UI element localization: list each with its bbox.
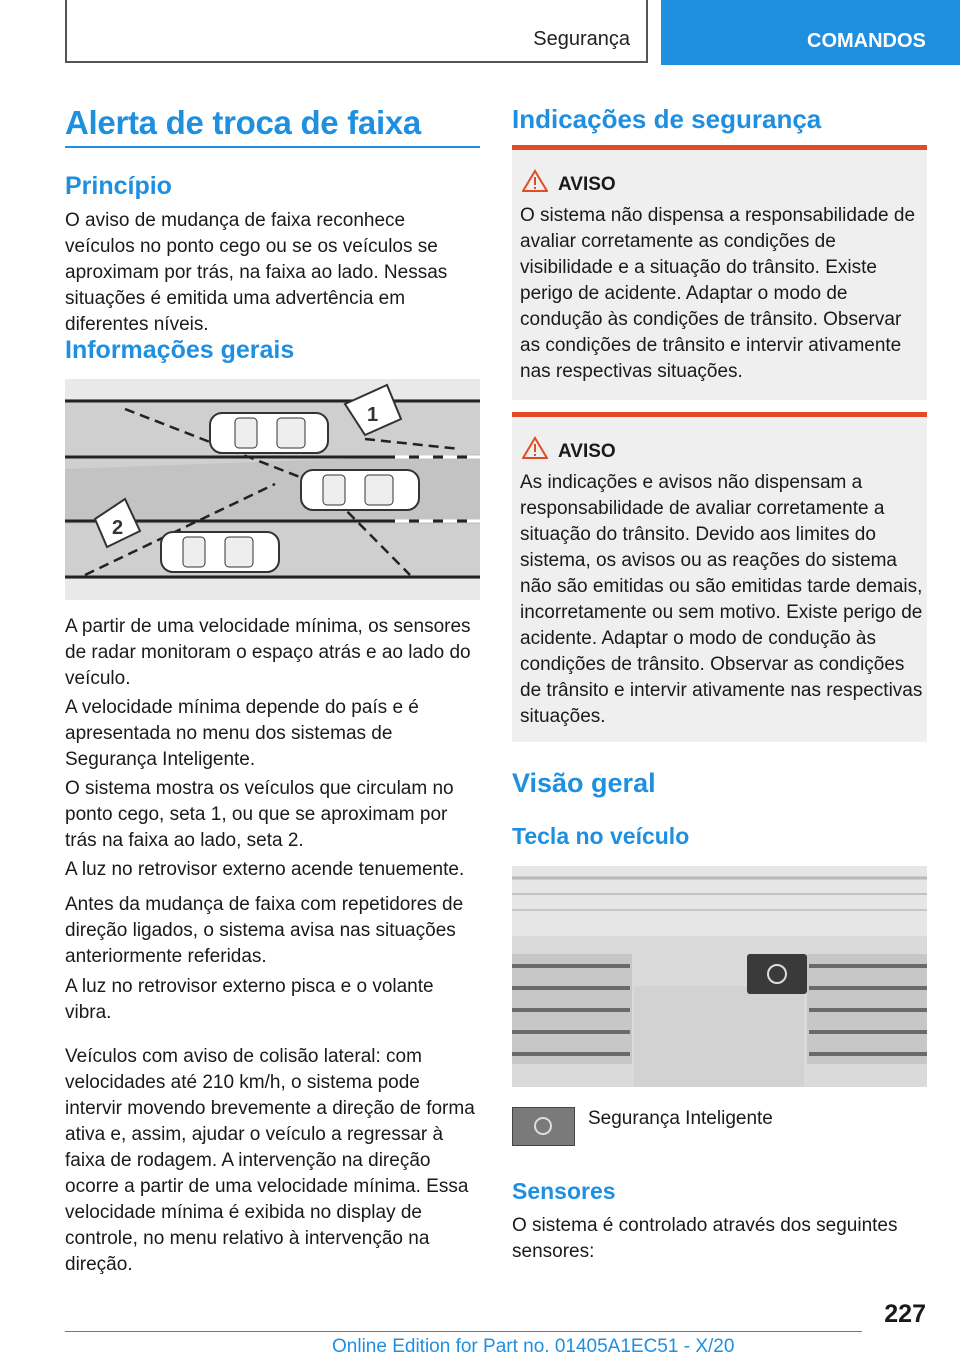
section-title: Segurança	[533, 28, 630, 50]
button-label: Segurança Inteligente	[588, 1108, 773, 1129]
heading-visao-geral: Visão geral	[512, 768, 656, 798]
warning-title-2: AVISO	[558, 441, 616, 462]
intelligent-safety-button-icon	[512, 1107, 575, 1146]
footer-text: Online Edition for Part no. 01405A1EC51 - X/20	[332, 1336, 735, 1357]
safety-icon	[534, 1117, 552, 1135]
page-title: Alerta de troca de faixa	[65, 104, 421, 141]
warning-text-2: As indicações e avisos não dispensam a responsabilidade de avaliar corretamente a situação do trânsito. Devido aos limites do sistema, os avisos ou as reações do sistema não são emitidas ou são emitidas tarde demais, incorretamente ou sem motivo. Existe perigo de acidente. Adaptar o modo de condução às condições de trânsito. Observar as condições de trânsito e intervir ativamente nas respectivas situações.	[520, 472, 923, 727]
footer-rule	[65, 1331, 862, 1332]
dashboard-svg	[512, 866, 927, 1087]
heading-seguranca: Indicações de segurança	[512, 104, 822, 134]
heading-principio: Princípio	[65, 172, 172, 200]
header-box	[65, 0, 648, 63]
warning-bar	[512, 145, 927, 150]
paragraph-1: A partir de uma velocidade mínima, os sensores de radar monitoram o espaço atrás e ao lado do veículo.	[65, 616, 471, 689]
warning-box-1	[512, 145, 927, 400]
lane-diagram-svg	[65, 379, 480, 600]
chapter-tab[interactable]	[661, 0, 960, 65]
warning-text-1: O sistema não dispensa a responsabilidade de avaliar corretamente as condições de visibilidade e a situação do trânsito. Existe perigo de acidente. Adaptar o modo de condução às condições de trânsito. Observar as condições de trânsito e intervir ativamente nas respectivas situações.	[520, 205, 916, 382]
arrow-label-2: 2	[112, 517, 124, 539]
text-sensores: O sistema é controlado através dos seguintes sensores:	[512, 1215, 898, 1262]
lane-change-diagram	[65, 379, 480, 600]
heading-sensores: Sensores	[512, 1178, 616, 1204]
warning-icon	[522, 169, 548, 193]
arrow-label-1: 1	[367, 404, 379, 426]
page-number: 227	[884, 1300, 926, 1328]
paragraph-4: A luz no retrovisor externo acende tenuemente.	[65, 859, 465, 880]
chapter-tab-label: COMANDOS	[807, 30, 926, 52]
warning-title-1: AVISO	[558, 174, 616, 195]
paragraph-3: O sistema mostra os veículos que circulam no ponto cego, seta 1, ou que se aproximam por trás na faixa ao lado, seta 2.	[65, 778, 454, 851]
paragraph-2: A velocidade mínima depende do país e é apresentada no menu dos sistemas de Segurança Inteligente.	[65, 697, 419, 770]
warning-icon	[522, 436, 548, 460]
warning-bar	[512, 412, 927, 417]
paragraph-7: Veículos com aviso de colisão lateral: com velocidades até 210 km/h, o sistema pode intervir movendo brevemente a direção de forma ativa e, assim, ajudar o veículo a regressar à faixa de rodagem. A intervenção na direção ocorre a partir de uma velocidade mínima. Essa velocidade mínima é exibida no display de controle, no menu relativo à intervenção na direção.	[65, 1046, 475, 1275]
paragraph-6: A luz no retrovisor externo pisca e o volante vibra.	[65, 976, 434, 1023]
heading-info-gerais: Informações gerais	[65, 336, 295, 364]
paragraph-5: Antes da mudança de faixa com repetidores de direção ligados, o sistema avisa nas situações anteriormente referidas.	[65, 894, 464, 967]
title-rule	[65, 146, 480, 148]
text-principio: O aviso de mudança de faixa reconhece veículos no ponto cego ou se os veículos se aproximam por trás, na faixa ao lado. Nessas situações é emitida uma advertência em diferentes níveis.	[65, 210, 448, 335]
dashboard-photo	[512, 866, 927, 1087]
heading-tecla: Tecla no veículo	[512, 823, 690, 849]
warning-box-2	[512, 412, 927, 742]
